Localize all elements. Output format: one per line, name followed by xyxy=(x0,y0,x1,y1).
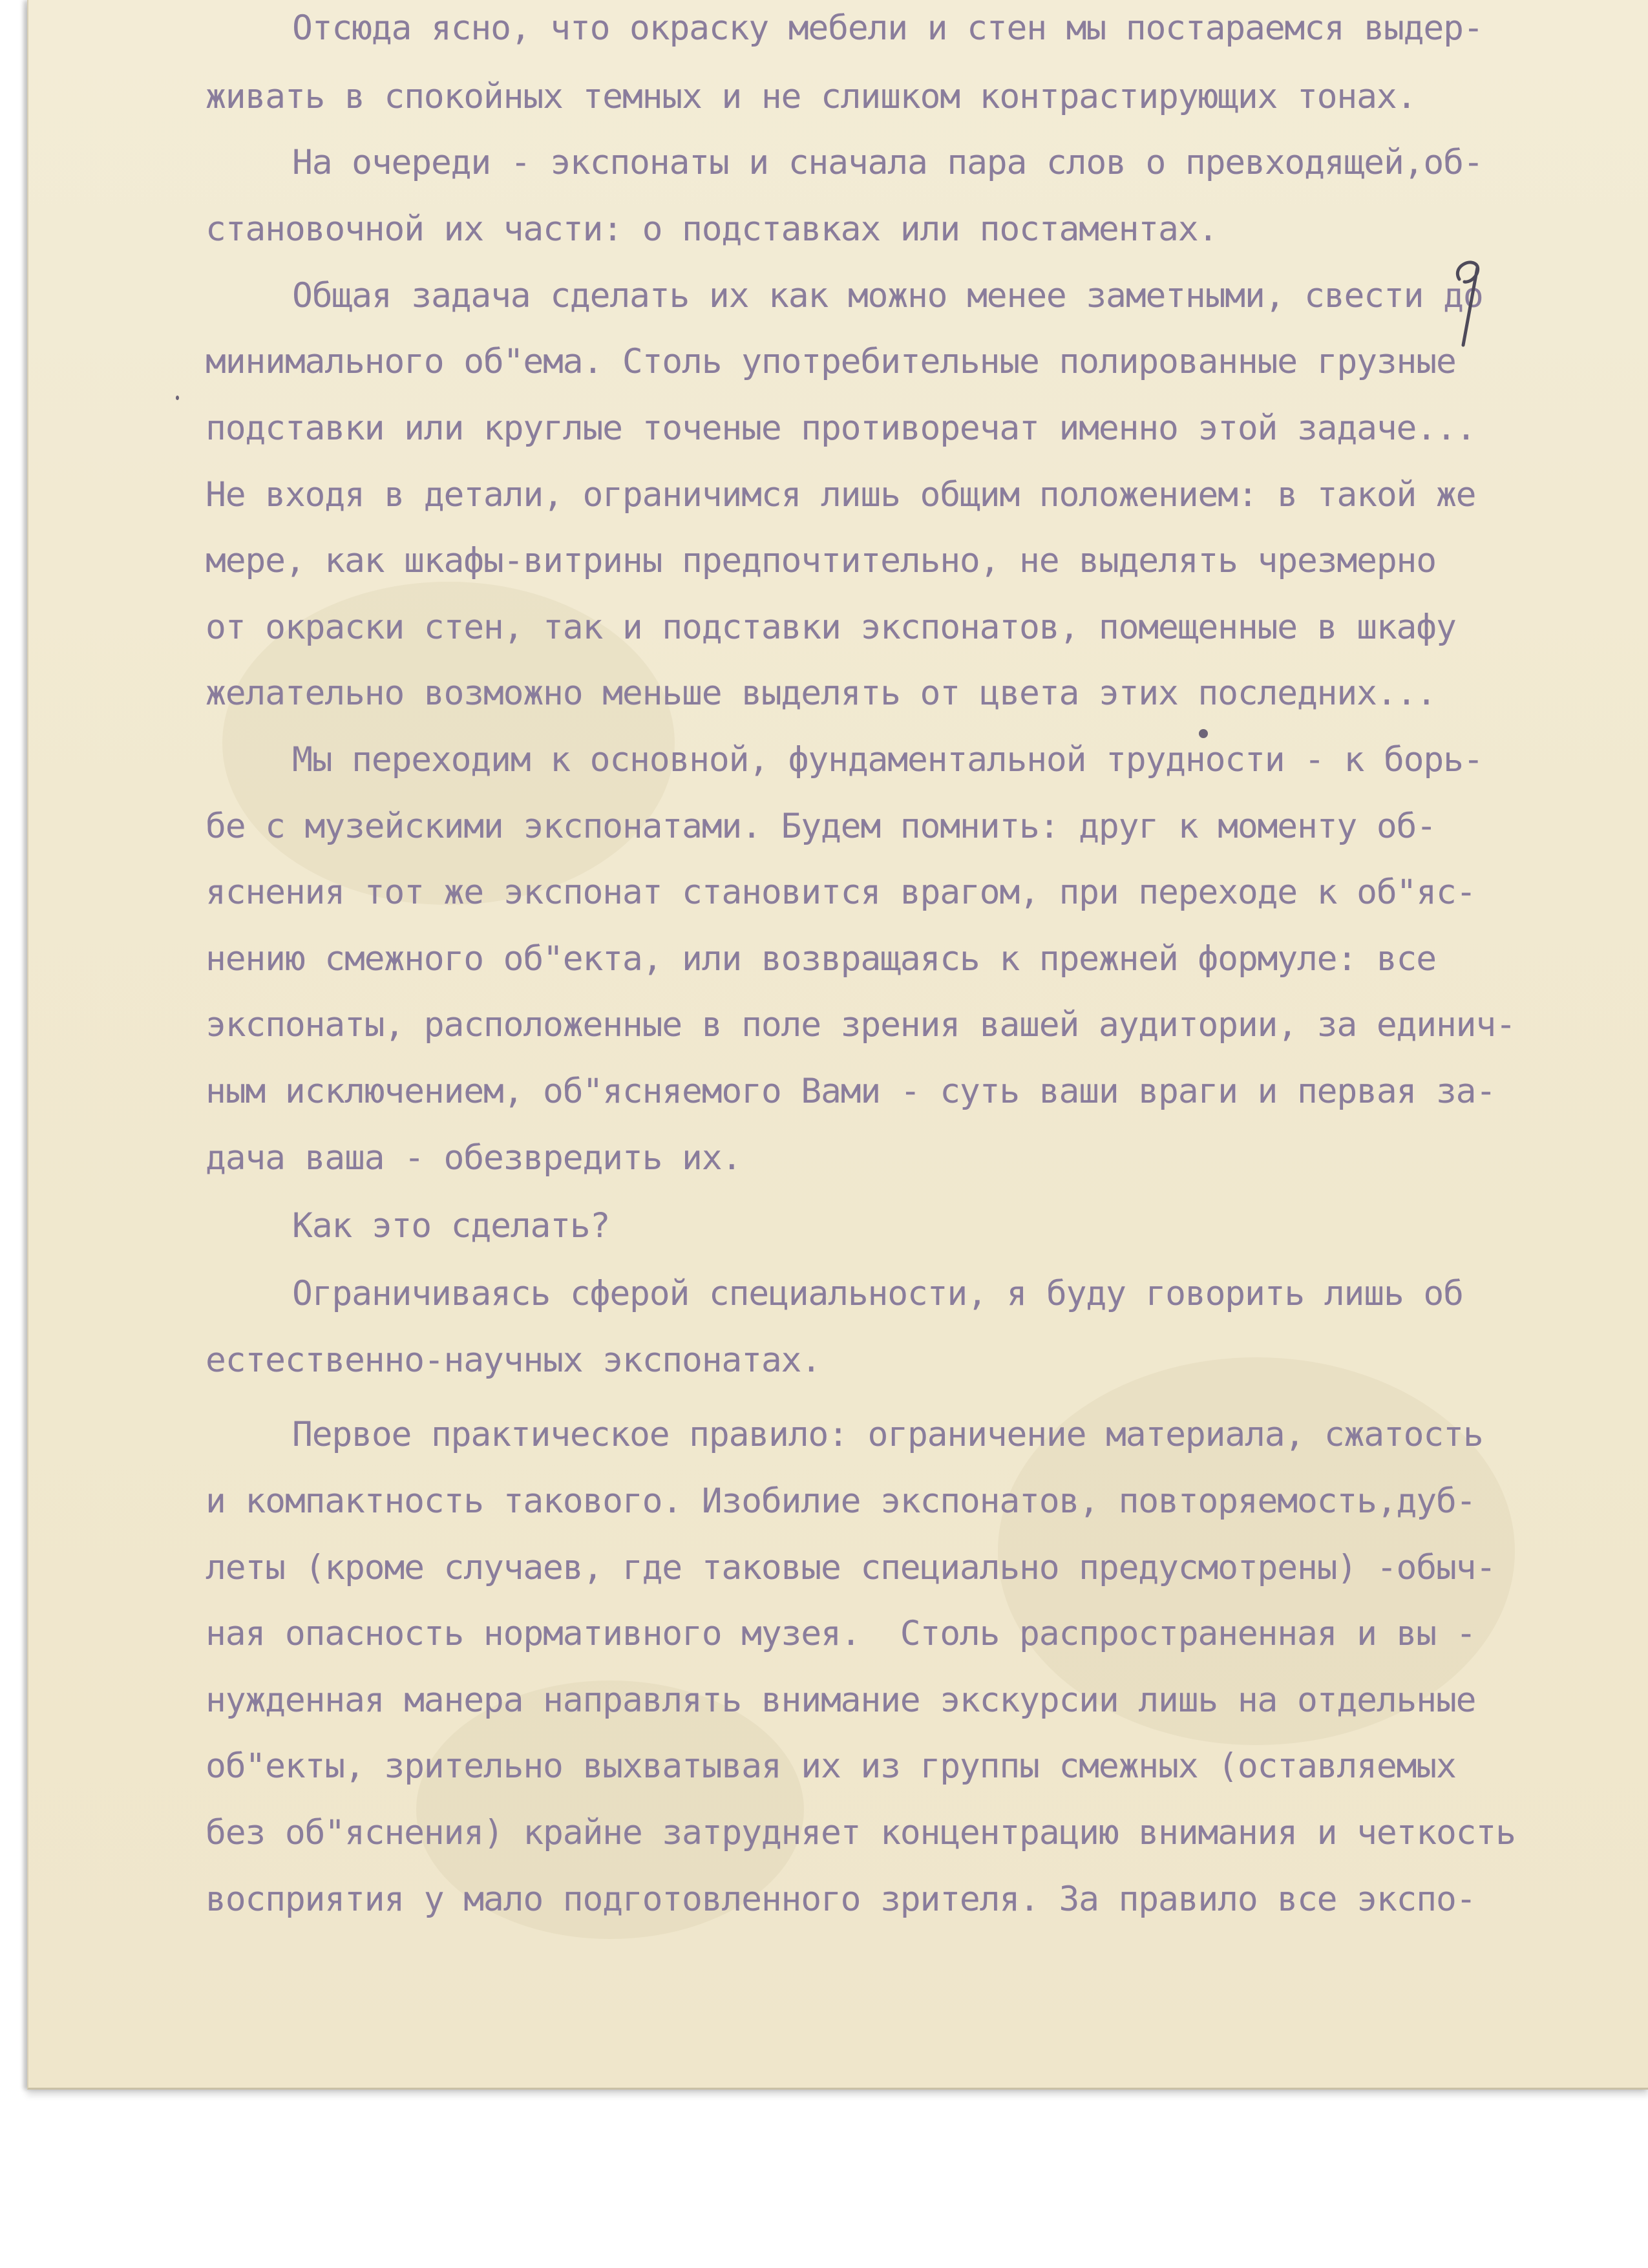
text-line: об"екты, зрительно выхватывая их из группы смежных (оставляемых xyxy=(206,1746,1456,1786)
text-line: живать в спокойных темных и не слишком контрастирующих тонах. xyxy=(206,77,1417,116)
text-line: нению смежного об"екта, или возвращаясь к прежней формуле: все xyxy=(206,939,1436,979)
text-line: и компактность такового. Изобилие экспонатов, повторяемость,дуб- xyxy=(206,1481,1476,1521)
text-line: Ограничиваясь сферой специальности, я буду говорить лишь об xyxy=(292,1274,1463,1313)
text-line: ная опасность нормативного музея. Столь распространенная и вы - xyxy=(206,1614,1476,1653)
text-line: восприятия у мало подготовленного зрителя. За правило все экспо- xyxy=(206,1880,1476,1919)
text-line: естественно-научных экспонатах. xyxy=(206,1341,821,1380)
text-line: подставки или круглые точеные противоречат именно этой задаче... xyxy=(206,408,1476,448)
text-line: желательно возможно меньше выделять от цвета этих последних... xyxy=(206,673,1436,713)
text-line: дача ваша - обезвредить их. xyxy=(206,1138,742,1178)
text-line: экспонаты, расположенные в поле зрения вашей аудитории, за единич- xyxy=(206,1005,1516,1044)
text-line: без об"яснения) крайне затрудняет концентрацию внимания и четкость xyxy=(206,1813,1516,1852)
text-line: от окраски стен, так и подставки экспонатов, помещенные в шкафу xyxy=(206,608,1456,647)
text-line: Не входя в детали, ограничимся лишь общим положением: в такой же xyxy=(206,475,1476,514)
text-line: Первое практическое правило: ограничение материала, сжатость xyxy=(292,1415,1483,1454)
text-line: Мы переходим к основной, фундаментальной трудности - к борь- xyxy=(292,740,1483,779)
text-line: нужденная манера направлять внимание экскурсии лишь на отдельные xyxy=(206,1680,1476,1720)
ink-speck xyxy=(176,396,179,400)
handwritten-mark xyxy=(1440,253,1485,350)
text-line: Как это сделать? xyxy=(292,1206,610,1245)
text-line: Общая задача сделать их как можно менее заметными, свести до xyxy=(292,276,1483,315)
text-line: мере, как шкафы-витрины предпочтительно, не выделять чрезмерно xyxy=(206,541,1436,580)
text-line: минимального об"ема. Столь употребительные полированные грузные xyxy=(206,342,1456,381)
text-line: становочной их части: о подставках или постаментах. xyxy=(206,209,1218,249)
text-line: ным исключением, об"ясняемого Вами - суть ваши враги и первая за- xyxy=(206,1072,1496,1111)
text-line: леты (кроме случаев, где таковые специально предусмотрены) -обыч- xyxy=(206,1548,1496,1587)
ink-speck xyxy=(1199,729,1208,738)
text-line: бе с музейскими экспонатами. Будем помнить: друг к моменту об- xyxy=(206,807,1436,846)
text-line: яснения тот же экспонат становится врагом, при переходе к об"яс- xyxy=(206,873,1476,912)
text-line: Отсюда ясно, что окраску мебели и стен мы постараемся выдер- xyxy=(292,8,1483,48)
text-line: На очереди - экспонаты и сначала пара слов о превходящей,об- xyxy=(292,143,1483,182)
